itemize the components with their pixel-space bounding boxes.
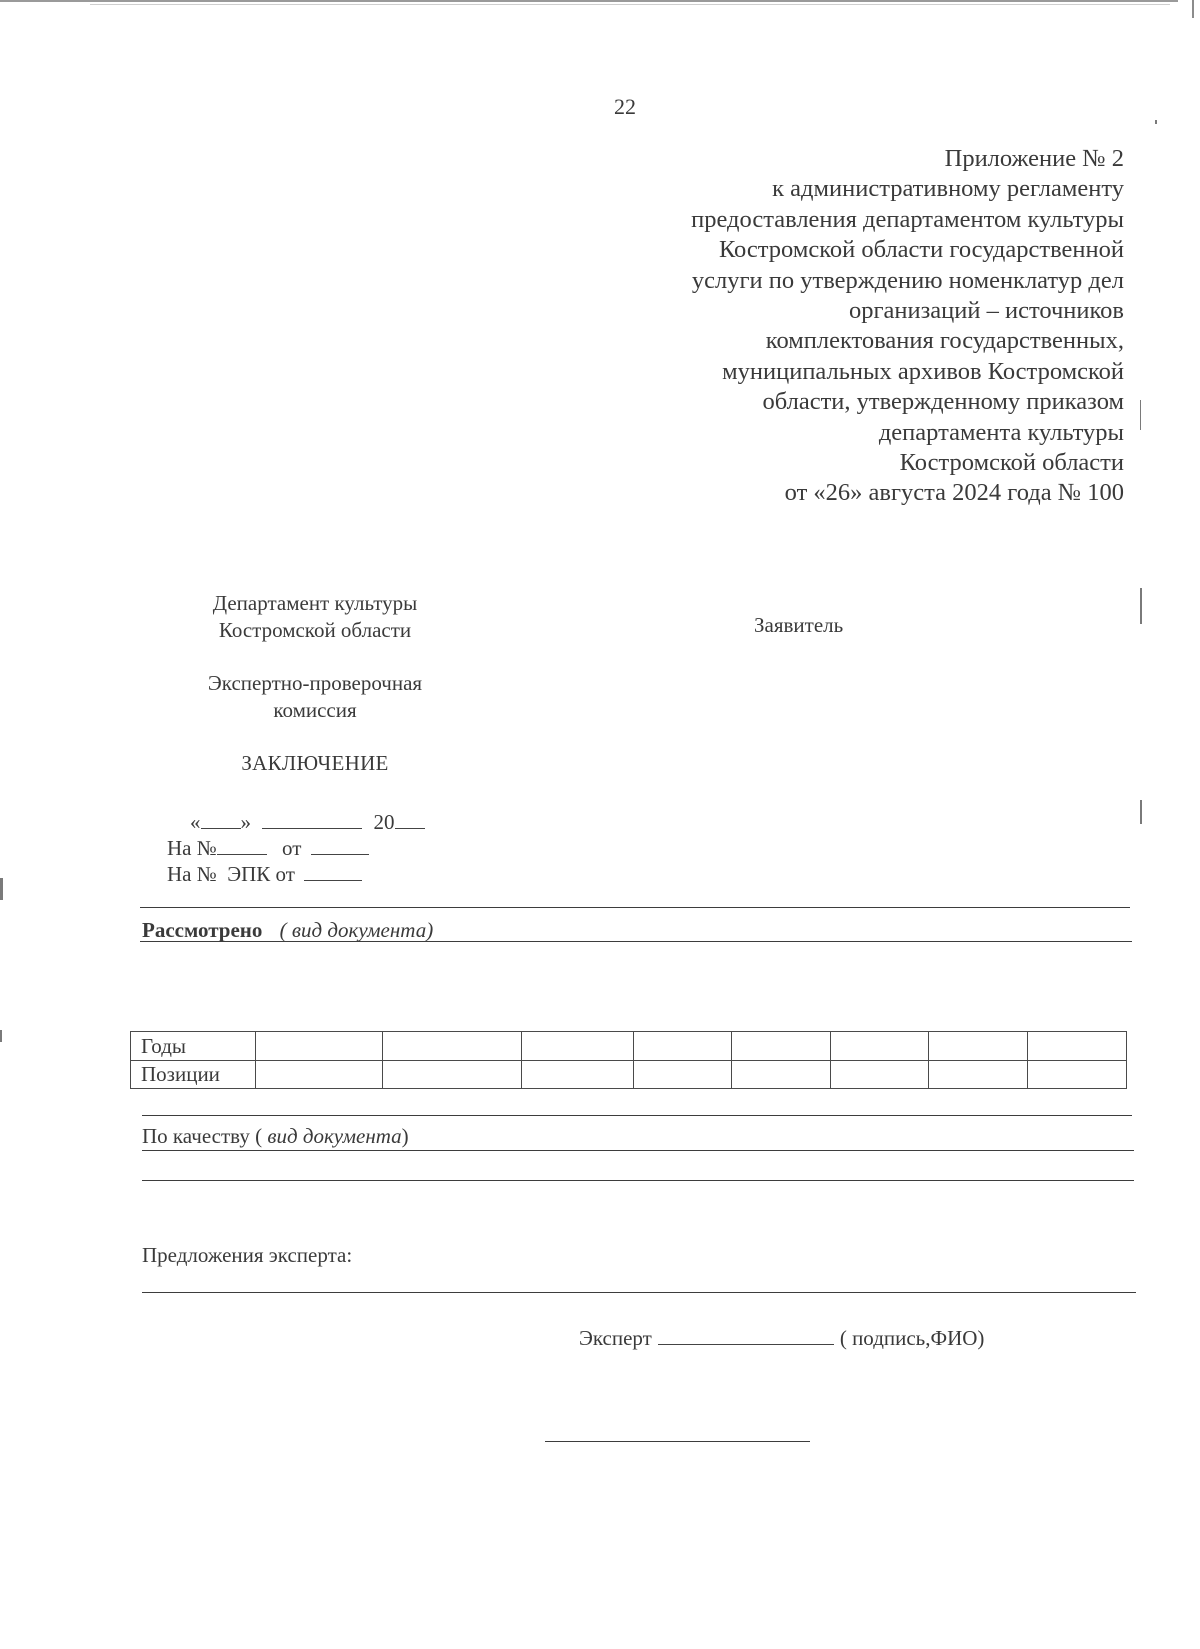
divider-line (142, 1115, 1132, 1116)
epk-date-blank[interactable] (304, 862, 362, 881)
scan-speck (0, 1030, 2, 1042)
expert-label: Эксперт (579, 1326, 652, 1350)
appendix-line: муниципальных архивов Костромской (722, 357, 1124, 385)
table-cell[interactable] (732, 1060, 831, 1089)
quality-underline (142, 1150, 1134, 1151)
scan-speck (1140, 800, 1142, 824)
table-cell[interactable] (383, 1060, 522, 1089)
proposals-underline (142, 1292, 1136, 1293)
commission-name-line1: Экспертно-проверочная (207, 671, 423, 695)
reviewed-underline (140, 941, 1132, 942)
quality-hint: вид документа (267, 1124, 402, 1148)
department-name-line1: Департамент культуры (212, 591, 418, 615)
table-cell[interactable] (383, 1032, 522, 1061)
ref-date-blank[interactable] (311, 836, 369, 855)
appendix-line: Костромской области государственной (718, 236, 1124, 264)
table-cell[interactable] (522, 1060, 634, 1089)
reviewed-label: Рассмотрено (142, 918, 263, 942)
date-line (190, 810, 425, 835)
scan-speck (1155, 120, 1157, 124)
reference-line (167, 836, 369, 861)
department-name-line2: Костромской области (218, 618, 412, 642)
row-label-years: Годы (131, 1032, 256, 1061)
table-cell[interactable] (831, 1060, 929, 1089)
quality-label: По качеству ( (142, 1124, 263, 1148)
appendix-line: услуги по утверждению номенклатур дел (691, 266, 1124, 294)
row-label-positions: Позиции (131, 1060, 256, 1089)
scan-speck (1140, 588, 1142, 624)
appendix-line: комплектования государственных, (765, 327, 1124, 355)
quote-open: « (190, 810, 201, 834)
appendix-header (484, 144, 1124, 509)
appendix-line: области, утвержденному приказом (762, 388, 1124, 416)
issuer-block (130, 590, 500, 777)
table-cell[interactable] (732, 1032, 831, 1061)
table-row (131, 1060, 1127, 1089)
reviewed-line (142, 918, 433, 943)
table-cell[interactable] (256, 1032, 383, 1061)
years-positions-table (130, 1031, 1127, 1089)
appendix-line: Приложение № 2 (944, 145, 1124, 172)
epk-reference-line (167, 862, 362, 887)
table-cell[interactable] (929, 1060, 1028, 1089)
table-cell[interactable] (929, 1032, 1028, 1061)
month-blank[interactable] (262, 810, 362, 829)
scan-speck (0, 878, 3, 900)
epk-label: На № ЭПК от (167, 862, 295, 886)
table-cell[interactable] (522, 1032, 634, 1061)
closing-rule (545, 1441, 810, 1442)
divider-line (142, 1180, 1134, 1181)
ref-date-label: от (282, 836, 302, 860)
scan-edge-top (0, 0, 1178, 2)
table-cell[interactable] (256, 1060, 383, 1089)
applicant-label: Заявитель (754, 613, 844, 637)
quote-close: » (240, 810, 251, 834)
reviewed-hint: ( вид документа) (279, 918, 434, 942)
year-prefix: 20 (373, 810, 395, 834)
appendix-line: департамента культуры (878, 418, 1124, 446)
expert-proposals-label: Предложения эксперта: (142, 1243, 353, 1267)
year-blank[interactable] (395, 810, 425, 829)
scan-speck (1140, 400, 1141, 430)
appendix-line: к административному регламенту (772, 175, 1124, 203)
quality-line (142, 1124, 409, 1149)
appendix-line: организаций – источников (848, 297, 1124, 325)
appendix-line: от «26» августа 2024 года № 100 (784, 479, 1124, 507)
expert-signature-line (579, 1326, 984, 1351)
table-cell[interactable] (634, 1060, 732, 1089)
commission-name-line2: комиссия (273, 698, 357, 722)
ref-number-blank[interactable] (217, 836, 267, 855)
divider-line (140, 907, 1130, 908)
table-cell[interactable] (634, 1032, 732, 1061)
scan-edge-top-faint (90, 4, 1170, 5)
day-blank[interactable] (201, 810, 241, 829)
scan-edge-right (1192, 0, 1194, 18)
table-row (131, 1032, 1127, 1061)
table-cell[interactable] (1028, 1032, 1127, 1061)
signature-blank[interactable] (658, 1326, 834, 1345)
appendix-line: предоставления департаментом культуры (691, 205, 1124, 233)
conclusion-title: ЗАКЛЮЧЕНИЕ (241, 751, 389, 775)
ref-number-label: На № (167, 836, 217, 860)
quality-close: ) (401, 1124, 409, 1148)
expert-hint: ( подпись,ФИО) (839, 1326, 985, 1350)
table-cell[interactable] (831, 1032, 929, 1061)
table-cell[interactable] (1028, 1060, 1127, 1089)
appendix-line: Костромской области (899, 449, 1124, 477)
page-number: 22 (614, 94, 636, 119)
